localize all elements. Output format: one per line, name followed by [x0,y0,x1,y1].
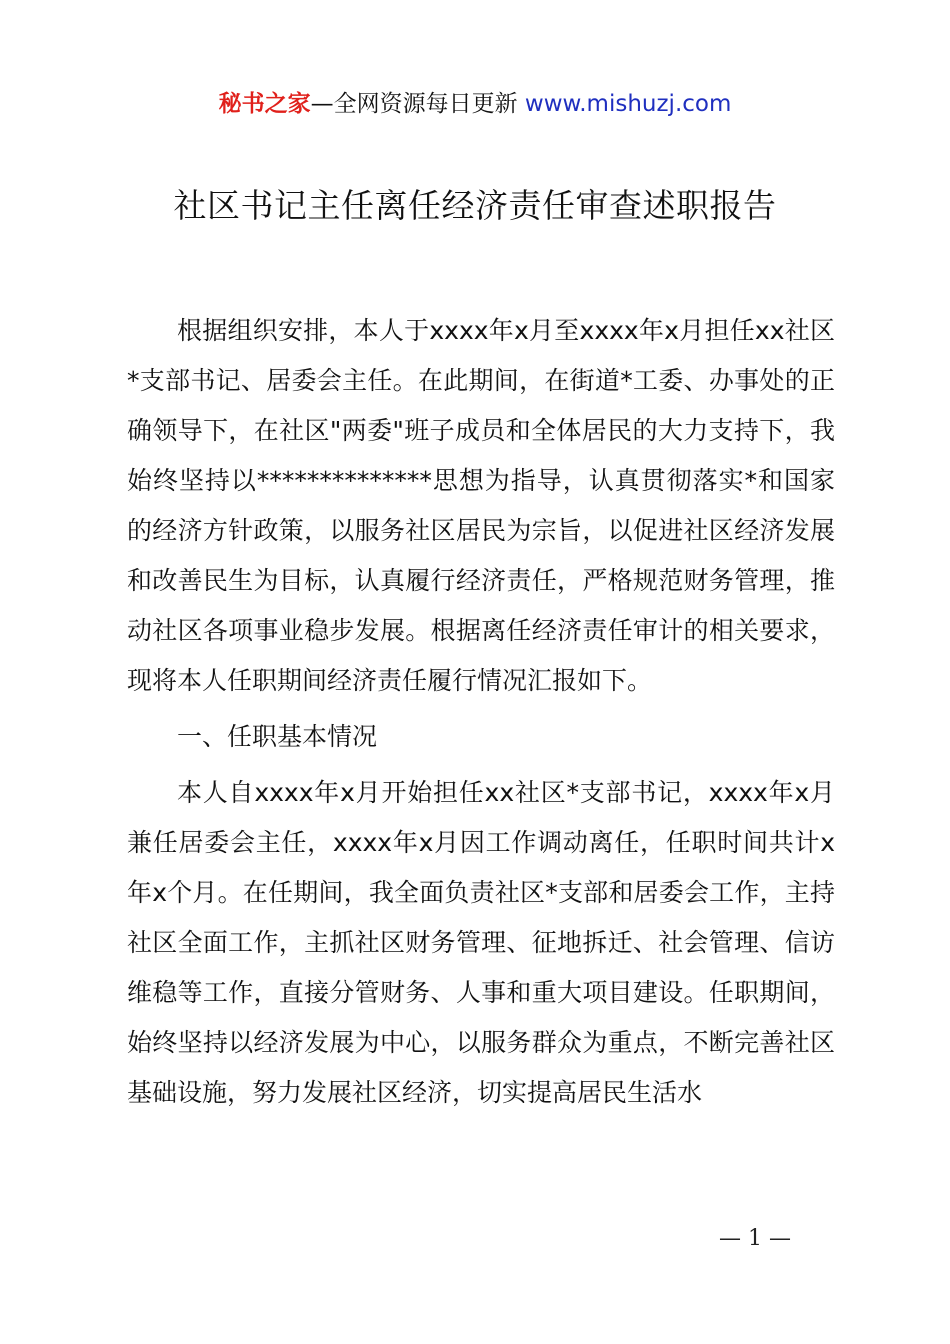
paragraph-intro: 根据组织安排，本人于xxxx年x月至xxxx年x月担任xx社区*支部书记、居委会主任。在此期间，在街道*工委、办事处的正确领导下，在社区"两委"班子成员和全体居民的大力支持下，我始终坚持以**************思想为指导，认真贯彻落实*和国家的经济方针政策，以服务社区居民为宗旨，以促进社区经济发展和改善民生为目标，认真履行经济责任，严格规范财务管理，推动社区各项事业稳步发展。根据离任经济责任审计的相关要求，现将本人任职期间经济责任履行情况汇报如下。 [127,316,835,695]
site-tagline: —全网资源每日更新 [310,91,525,117]
page-number: — 1 — [719,1226,791,1251]
site-brand: 秘书之家 [218,91,311,117]
site-header [0,86,950,122]
section-heading-1: 一、任职基本情况 [177,722,378,751]
document-title: 社区书记主任离任经济责任审查述职报告 [173,186,777,225]
site-url-link[interactable]: www.mishuzj.com [524,91,732,117]
paragraph-section-1: 本人自xxxx年x月开始担任xx社区*支部书记，xxxx年x月兼任居委会主任，xxxx年x月因工作调动离任，任职时间共计x年x个月。在任期间，我全面负责社区*支部和居委会工作，主持社区全面工作，主抓社区财务管理、征地拆迁、社会管理、信访维稳等工作，直接分管财务、人事和重大项目建设。任职期间，始终坚持以经济发展为中心，以服务群众为重点，不断完善社区基础设施，努力发展社区经济，切实提高居民生活水 [127,778,835,1107]
document-body [127,306,835,1118]
